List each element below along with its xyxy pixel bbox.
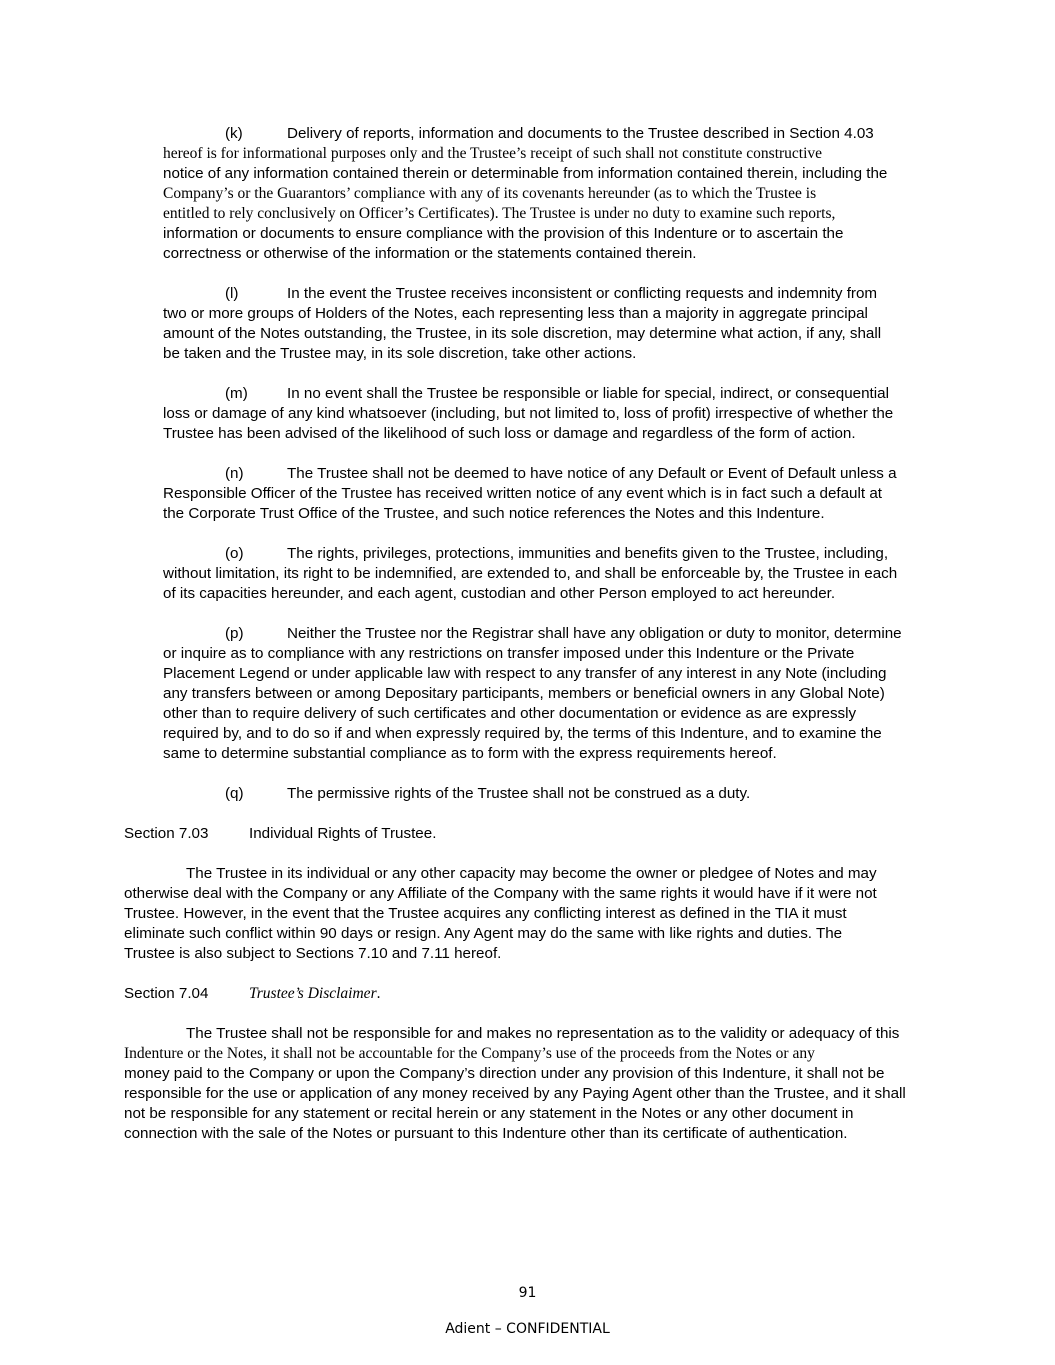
paragraph-line: two or more groups of Holders of the Notes, each representing less than a majority in aggregate principal: [163, 305, 868, 322]
paragraph-line: or inquire as to compliance with any restrictions on transfer imposed under this Indenture or the Private: [163, 645, 855, 662]
paragraph-line: otherwise deal with the Company or any Affiliate of the Company with the same rights it would have if it were not: [124, 885, 877, 902]
item-label: (n): [225, 465, 244, 482]
section-7-04-body: [124, 1024, 934, 1144]
paragraph-line: Trustee is also subject to Sections 7.10 and 7.11 hereof.: [124, 945, 502, 962]
paragraph-line: Trustee has been advised of the likelihood of such loss or damage and regardless of the form of action.: [163, 425, 856, 442]
item-label: (l): [225, 285, 239, 302]
section-7-03-heading: [124, 824, 934, 844]
paragraph-line: Trustee. However, in the event that the Trustee acquires any conflicting interest as defined in the TIA it must: [124, 905, 847, 922]
paragraph-l: [163, 284, 933, 364]
paragraph-k: [163, 124, 933, 264]
paragraph-first-line: [163, 624, 933, 644]
paragraph-line: The rights, privileges, protections, immunities and benefits given to the Trustee, including,: [287, 545, 889, 562]
paragraph-line: money paid to the Company or upon the Company’s direction under any provision of this Indenture, it shall not be: [124, 1065, 885, 1082]
paragraph-first-line: [163, 784, 933, 804]
paragraph-line: information or documents to ensure compliance with the provision of this Indenture or to ascertain the: [163, 225, 844, 242]
page-number: 91: [518, 1285, 537, 1301]
paragraph-line: not be responsible for any statement or recital herein or any statement in the Notes or any other document in: [124, 1105, 854, 1122]
item-label: (q): [225, 785, 244, 802]
paragraph-line: Responsible Officer of the Trustee has received written notice of any event which is in fact such a default at: [163, 485, 882, 502]
paragraph-first-line: [163, 544, 933, 564]
paragraph-line: The Trustee shall not be responsible for and makes no representation as to the validity or adequacy of this: [186, 1025, 900, 1042]
paragraph-line: Neither the Trustee nor the Registrar shall have any obligation or duty to monitor, determine: [287, 625, 902, 642]
item-label: (p): [225, 625, 244, 642]
item-label: (k): [225, 125, 243, 142]
paragraph-line: required by, and to do so if and when expressly required by, the terms of this Indenture, and to examine the: [163, 725, 882, 742]
section-7-03-body: [124, 864, 934, 964]
paragraph-p: [163, 624, 933, 764]
paragraph-line: The Trustee in its individual or any other capacity may become the owner or pledgee of Notes and may: [186, 865, 877, 882]
paragraph-m: [163, 384, 933, 444]
paragraph-line: any transfers between or among Depositary participants, members or beneficial owners in any Global Note): [163, 685, 885, 702]
paragraph-line: Indenture or the Notes, it shall not be accountable for the Company’s use of the proceeds from the Notes or any: [124, 1045, 815, 1062]
paragraph-line: amount of the Notes outstanding, the Trustee, in its sole discretion, may determine what action, if any, shall: [163, 325, 882, 342]
paragraph-line: the Corporate Trust Office of the Trustee, and such notice references the Notes and this Indenture.: [163, 505, 825, 522]
confidential-footer: Adient – CONFIDENTIAL: [445, 1321, 610, 1337]
item-label: (o): [225, 545, 244, 562]
paragraph-line: Delivery of reports, information and documents to the Trustee described in Section 4.03: [287, 125, 874, 142]
section-title: Individual Rights of Trustee.: [249, 825, 437, 842]
section-title-period: .: [376, 985, 381, 1002]
paragraph-first-line: [124, 1024, 934, 1044]
paragraph-line: be taken and the Trustee may, in its sole discretion, take other actions.: [163, 345, 637, 362]
paragraph-o: [163, 544, 933, 604]
paragraph-line: without limitation, its right to be indemnified, are extended to, and shall be enforceable by, the Trustee in each: [163, 565, 898, 582]
section-number: Section 7.04: [124, 985, 209, 1002]
paragraph-line: correctness or otherwise of the information or the statements contained therein.: [163, 245, 697, 262]
paragraph-first-line: [163, 124, 933, 144]
paragraph-first-line: [163, 284, 933, 304]
paragraph-first-line: [124, 864, 934, 884]
paragraph-line: Placement Legend or under applicable law with respect to any transfer of any interest in any Note (including: [163, 665, 887, 682]
paragraph-q: [163, 784, 933, 804]
paragraph-line: hereof is for informational purposes only and the Trustee’s receipt of such shall not constitute constructive: [163, 145, 823, 162]
section-7-04-heading: [124, 984, 934, 1004]
paragraph-line: The permissive rights of the Trustee shall not be construed as a duty.: [287, 785, 751, 802]
paragraph-first-line: [163, 464, 933, 484]
paragraph-line: notice of any information contained therein or determinable from information contained therein, including the: [163, 165, 888, 182]
section-title: Trustee’s Disclaimer: [249, 985, 377, 1002]
paragraph-line: of its capacities hereunder, and each agent, custodian and other Person employed to act hereunder.: [163, 585, 836, 602]
section-number: Section 7.03: [124, 825, 209, 842]
paragraph-first-line: [163, 384, 933, 404]
paragraph-line: loss or damage of any kind whatsoever (including, but not limited to, loss of profit) irrespective of whether the: [163, 405, 894, 422]
paragraph-line: eliminate such conflict within 90 days or resign. Any Agent may do the same with like rights and duties. The: [124, 925, 843, 942]
paragraph-n: [163, 464, 933, 524]
item-label: (m): [225, 385, 248, 402]
paragraph-line: entitled to rely conclusively on Officer’s Certificates). The Trustee is under no duty to examine such reports,: [163, 205, 836, 222]
paragraph-line: In no event shall the Trustee be responsible or liable for special, indirect, or consequential: [287, 385, 889, 402]
paragraph-line: responsible for the use or application of any money received by any Paying Agent other than the Trustee, and it shall: [124, 1085, 906, 1102]
paragraph-line: The Trustee shall not be deemed to have notice of any Default or Event of Default unless a: [287, 465, 897, 482]
paragraph-line: In the event the Trustee receives inconsistent or conflicting requests and indemnity from: [287, 285, 878, 302]
paragraph-line: same to determine substantial compliance as to form with the express requirements hereof.: [163, 745, 777, 762]
paragraph-line: other than to require delivery of such certificates and other documentation or evidence as are expressly: [163, 705, 857, 722]
paragraph-line: connection with the sale of the Notes or pursuant to this Indenture other than its certificate of authentication.: [124, 1125, 848, 1142]
paragraph-line: Company’s or the Guarantors’ compliance with any of its covenants hereunder (as to which the Trustee is: [163, 185, 817, 202]
